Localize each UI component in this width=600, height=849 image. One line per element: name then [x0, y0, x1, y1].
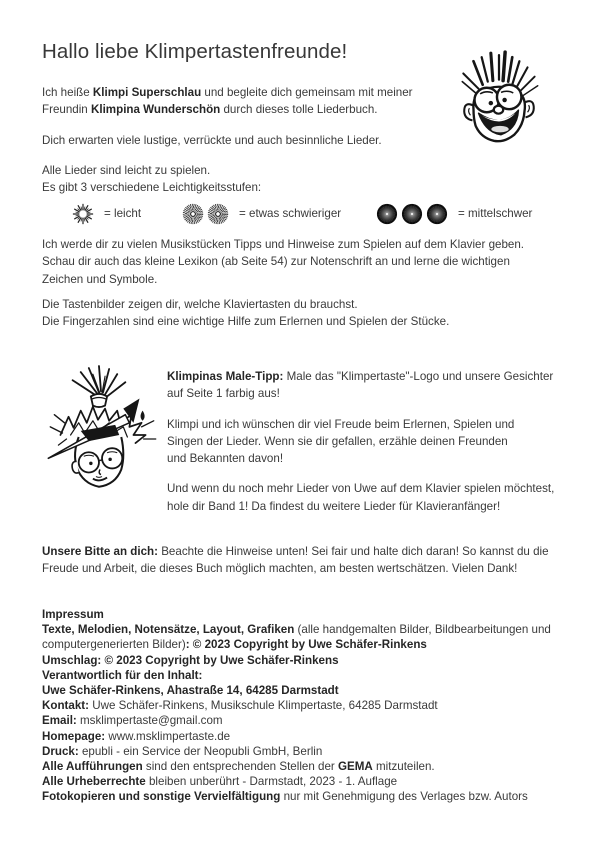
rosette-medium-icon: [207, 203, 229, 225]
difficulty-label-hard: = mittelschwer: [458, 207, 533, 221]
male-tipp-paragraph-1: Klimpinas Male-Tipp: Male das "Klimpertaste"-Logo und unsere Gesichter auf Seite 1 farbig aus!: [167, 370, 554, 401]
difficulty-level-easy: [72, 202, 141, 226]
difficulty-level-hard: [376, 202, 532, 226]
klimpina-face-illustration: [40, 364, 162, 508]
difficulty-label-medium: = etwas schwieriger: [239, 207, 342, 221]
rosette-dark-icon: [401, 203, 423, 225]
intro-paragraph-3: Alle Lieder sind leicht zu spielen. Es gibt 3 verschiedene Leichtigkeitsstufen:: [42, 163, 262, 195]
male-tipp-text: [167, 368, 554, 515]
rosette-medium-icon: [182, 203, 204, 225]
difficulty-level-medium: [182, 202, 341, 226]
sunburst-light-icon: [72, 203, 94, 225]
intro-paragraph-2: Dich erwarten viele lustige, verrückte und auch besinnliche Lieder.: [42, 133, 382, 147]
impressum-lines: Texte, Melodien, Notensätze, Layout, Grafiken (alle handgemalten Bilder, Bildbearbeitungen und computergenerierten Bilder): © 2023 Copyright by Uwe Schäfer-Rinkens Umschlag: © 2023 Copyright by Uwe Schäfer-Rinkens Verantwortlich für den Inhalt: Uwe Schäfer-Rinkens, Ahastraße 14, 64285 Darmstadt Kontakt: Uwe Schäfer-Rinkens, Musikschule Klimpertaste, 64285 Darmstadt Email: msklimpertaste@gmail.com Homepage: www.msklimpertaste.de Druck: epubli - ein Service der Neopubli GmbH, Berlin Alle Aufführungen sind den entsprechenden Stellen der GEMA mitzuteilen. Alle Urheberrechte bleiben unberührt - Darmstadt, 2023 - 1. Auflage Fotokopieren und sonstige Vervielfältigung nur mit Genehmigung des Verlages bzw. Autors: [42, 623, 551, 804]
tips-paragraph: Ich werde dir zu vielen Musikstücken Tipps und Hinweise zum Spielen auf dem Klavier geben. Schau dir auch das kleine Lexikon (ab Seite 54) zur Notenschrift an und lerne die wichtigen Zeichen und Symbole.: [42, 238, 525, 286]
intro-paragraph-1: Ich heiße Klimpi Superschlau und begleite dich gemeinsam mit meiner Freundin Klimpina Wunderschön durch dieses tolle Liederbuch.: [42, 86, 413, 117]
tips-text: [42, 236, 524, 288]
bitte-text: [42, 543, 549, 578]
impressum: [42, 607, 551, 805]
intro-text: [42, 84, 413, 196]
impressum-heading: Impressum: [42, 608, 104, 621]
rosette-dark-icon: [376, 203, 398, 225]
difficulty-label-easy: = leicht: [104, 207, 142, 221]
keys-text: [42, 296, 449, 331]
male-tipp-paragraph-2: Klimpi und ich wünschen dir viel Freude beim Erlernen, Spielen und Singen der Lieder. Wenn sie dir gefallen, erzähle deinen Freunden und Bekannten davon!: [167, 417, 515, 466]
difficulty-legend: [0, 202, 600, 228]
rosette-dark-icon: [426, 203, 448, 225]
keys-paragraph: Die Tastenbilder zeigen dir, welche Klaviertasten du brauchst. Die Fingerzahlen sind eine wichtige Hilfe zum Erlernen und Spielen der Stücke.: [42, 298, 450, 329]
male-tipp-paragraph-3: Und wenn du noch mehr Lieder von Uwe auf dem Klavier spielen möchtest, hole dir Band 1! Da findest du weitere Lieder für Klavieranfänger!: [167, 482, 555, 513]
page-title: Hallo liebe Klimpertastenfreunde!: [42, 40, 348, 63]
klimpi-face-illustration: [448, 48, 550, 150]
bitte-paragraph: Unsere Bitte an dich: Beachte die Hinweise unten! Sei fair und halte dich daran! So kannst du die Freude und Arbeit, die dieses Buch möglich machten, am besten wertschätzen. Vielen Dank!: [42, 545, 549, 576]
